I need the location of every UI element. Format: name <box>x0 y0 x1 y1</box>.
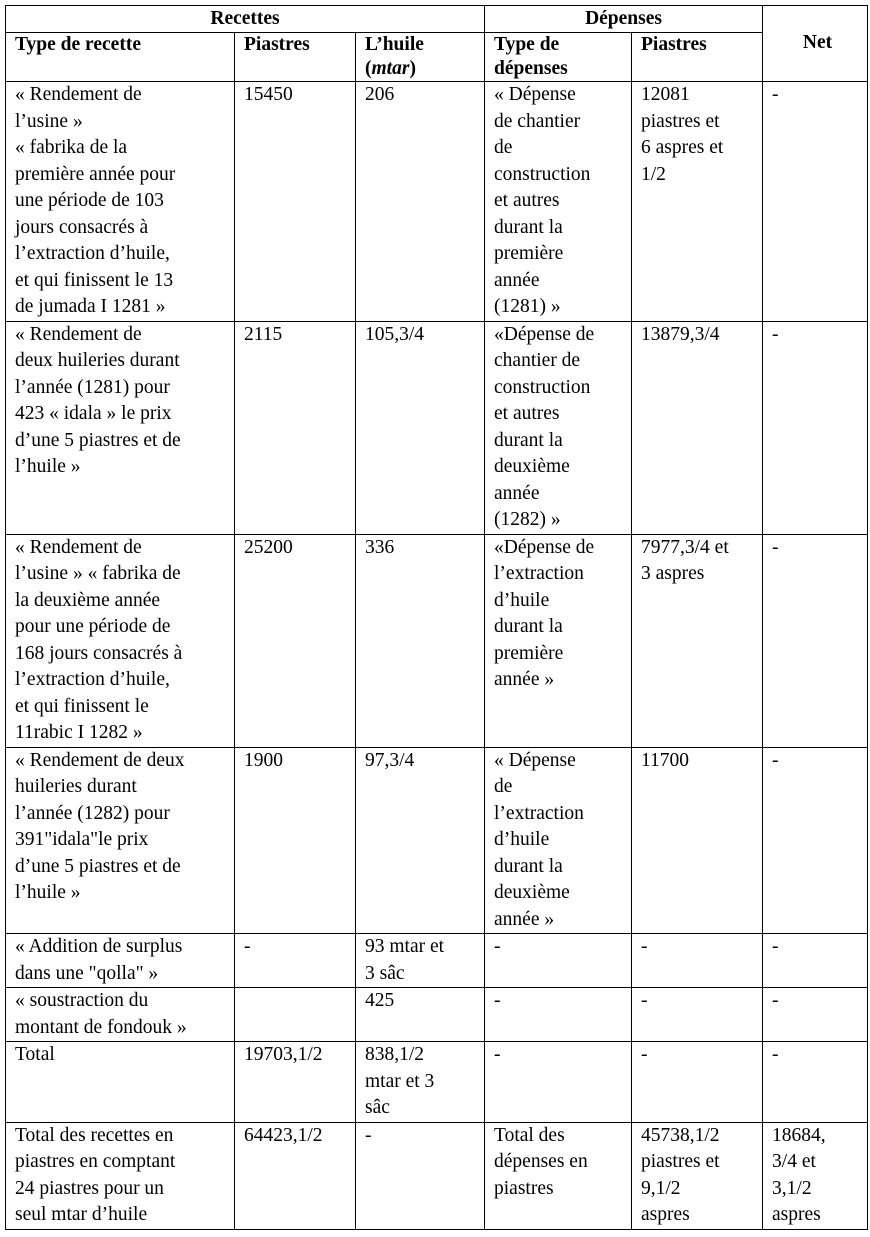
depenses-header: Dépenses <box>485 6 763 33</box>
piastres-recette-cell <box>235 1122 356 1229</box>
huile-cell-text: - <box>365 1124 372 1146</box>
table-row <box>6 82 868 322</box>
type-depenses-cell <box>485 82 632 322</box>
huile-cell <box>356 82 485 322</box>
piastres-depenses-cell-text: 45738,1/2 piastres et 9,1/2 aspres <box>641 1124 720 1225</box>
net-cell-text: - <box>772 536 779 558</box>
net-cell-text: - <box>772 749 779 771</box>
table-row <box>6 1042 868 1123</box>
piastres-depenses-cell-text: 12081 piastres et 6 aspres et 1/2 <box>641 84 724 185</box>
piastres-recette-cell <box>235 934 356 988</box>
piastres-recette-cell-text: 25200 <box>244 536 293 558</box>
piastres-recette-cell <box>235 82 356 322</box>
piastres-recette-cell <box>235 988 356 1042</box>
piastres-depenses-cell <box>632 82 763 322</box>
huile-cell <box>356 988 485 1042</box>
table-row <box>6 534 868 747</box>
net-cell <box>763 747 868 934</box>
huile-cell <box>356 1042 485 1123</box>
net-cell-text: - <box>772 1044 779 1065</box>
recettes-header: Recettes <box>6 6 485 33</box>
type-depenses-cell-text: Total des dépenses en piastres <box>494 1124 588 1199</box>
piastres-recette-cell <box>235 747 356 934</box>
huile-cell-text: 93 mtar et 3 sâc <box>365 936 445 984</box>
piastres-depenses-cell-text: - <box>641 990 648 1011</box>
type-depenses-cell-text: - <box>494 990 501 1011</box>
huile-cell <box>356 321 485 534</box>
type-recette-cell <box>6 988 235 1042</box>
net-cell-text: - <box>772 84 779 105</box>
net-cell <box>763 82 868 322</box>
huile-cell <box>356 1122 485 1229</box>
type-recette-cell-text: « Rendement de l’usine » « fabrika de la première année pour une période de 103 jours consacrés à l’extraction d’huile, et qui finissent le 13 de jumada I 1281 » <box>15 84 176 317</box>
table-row <box>6 1122 868 1229</box>
type-depenses-cell-text: «Dépense de chantier de construction et autres durant la deuxième année (1282) » <box>494 323 595 530</box>
piastres-depenses-cell <box>632 534 763 747</box>
table-row <box>6 934 868 988</box>
piastres-depenses-cell-text: - <box>641 936 648 957</box>
type-recette-cell-text: « soustraction du montant de fondouk » <box>15 990 187 1038</box>
net-header: Net <box>763 6 868 82</box>
type-recette-cell <box>6 82 235 322</box>
huile-cell <box>356 934 485 988</box>
piastres-recette-cell-text: 2115 <box>244 323 283 345</box>
piastres-depenses-header: Piastres <box>632 33 763 82</box>
type-recette-cell <box>6 321 235 534</box>
type-depenses-cell <box>485 934 632 988</box>
huile-cell-text: 105,3/4 <box>365 323 425 345</box>
piastres-depenses-cell <box>632 1122 763 1229</box>
type-depenses-header: Type de dépenses <box>485 33 632 82</box>
net-cell-text: - <box>772 323 779 345</box>
type-recette-cell <box>6 747 235 934</box>
type-recette-cell-text: « Addition de surplus dans une "qolla" » <box>15 936 183 984</box>
type-recette-cell-text: Total <box>15 1044 55 1065</box>
type-recette-cell-text: « Rendement de l’usine » « fabrika de la deuxième année pour une période de 168 jours consacrés à l’extraction d’huile, et qui finissent le 11rabic I 1282 » <box>15 536 183 743</box>
type-depenses-cell <box>485 1122 632 1229</box>
piastres-recette-cell <box>235 1042 356 1123</box>
piastres-recette-cell <box>235 321 356 534</box>
accounts-table <box>5 5 868 1230</box>
huile-header: L’huile (mtar) <box>356 33 485 82</box>
type-recette-cell-text: « Rendement de deux huileries durant l’année (1281) pour 423 « idala » le prix d’une 5 piastres et de l’huile » <box>15 323 181 477</box>
type-depenses-cell-text: - <box>494 1044 501 1065</box>
huile-label: L’huile <box>365 34 424 55</box>
huile-cell <box>356 747 485 934</box>
type-recette-cell-text: « Rendement de deux huileries durant l’année (1282) pour 391"idala"le prix d’une 5 piastres et de l’huile » <box>15 749 185 903</box>
huile-unit: mtar <box>371 58 410 79</box>
type-depenses-cell-text: « Dépense de chantier de construction et autres durant la première année (1281) » <box>494 84 591 317</box>
type-recette-cell <box>6 1122 235 1229</box>
net-cell <box>763 534 868 747</box>
piastres-recette-cell-text: 15450 <box>244 84 293 105</box>
type-recette-header: Type de recette <box>6 33 235 82</box>
piastres-depenses-cell-text: 7977,3/4 et 3 aspres <box>641 536 729 584</box>
table-row <box>6 747 868 934</box>
huile-cell <box>356 534 485 747</box>
type-depenses-cell <box>485 988 632 1042</box>
column-header-row <box>6 33 868 82</box>
net-cell <box>763 1042 868 1123</box>
huile-cell-text: 838,1/2 mtar et 3 sâc <box>365 1044 435 1118</box>
piastres-recette-cell-text: 1900 <box>244 749 283 771</box>
type-depenses-cell-text: « Dépense de l’extraction d’huile durant la deuxième année » <box>494 749 584 930</box>
huile-cell-text: 336 <box>365 536 395 558</box>
type-depenses-cell-text: - <box>494 936 501 957</box>
huile-cell-text: 425 <box>365 990 395 1011</box>
net-cell-text: - <box>772 990 779 1011</box>
type-depenses-cell <box>485 747 632 934</box>
net-cell <box>763 321 868 534</box>
piastres-recette-cell <box>235 534 356 747</box>
type-recette-cell <box>6 534 235 747</box>
table-row <box>6 321 868 534</box>
type-depenses-cell <box>485 534 632 747</box>
net-cell <box>763 988 868 1042</box>
piastres-depenses-cell-text: - <box>641 1044 648 1065</box>
piastres-depenses-cell <box>632 747 763 934</box>
piastres-recette-cell-text: 19703,1/2 <box>244 1044 323 1065</box>
huile-cell-text: 206 <box>365 84 395 105</box>
piastres-depenses-cell <box>632 934 763 988</box>
table-row <box>6 988 868 1042</box>
piastres-depenses-cell-text: 11700 <box>641 749 690 771</box>
piastres-recette-cell-text: - <box>244 936 251 957</box>
group-header-row <box>6 6 868 33</box>
piastres-depenses-cell <box>632 321 763 534</box>
type-depenses-cell <box>485 1042 632 1123</box>
type-depenses-cell-text: «Dépense de l’extraction d’huile durant la première année » <box>494 536 595 690</box>
piastres-depenses-cell-text: 13879,3/4 <box>641 323 720 345</box>
piastres-recette-header: Piastres <box>235 33 356 82</box>
net-cell-text: - <box>772 936 779 957</box>
type-recette-cell-text: Total des recettes en piastres en comptant 24 piastres pour un seul mtar d’huile <box>15 1124 176 1225</box>
piastres-depenses-cell <box>632 988 763 1042</box>
piastres-depenses-cell <box>632 1042 763 1123</box>
net-cell <box>763 934 868 988</box>
type-recette-cell <box>6 934 235 988</box>
net-cell-text: 18684, 3/4 et 3,1/2 aspres <box>772 1124 826 1225</box>
net-cell <box>763 1122 868 1229</box>
piastres-recette-cell-text: 64423,1/2 <box>244 1124 323 1146</box>
type-recette-cell <box>6 1042 235 1123</box>
type-depenses-cell <box>485 321 632 534</box>
huile-cell-text: 97,3/4 <box>365 749 415 771</box>
